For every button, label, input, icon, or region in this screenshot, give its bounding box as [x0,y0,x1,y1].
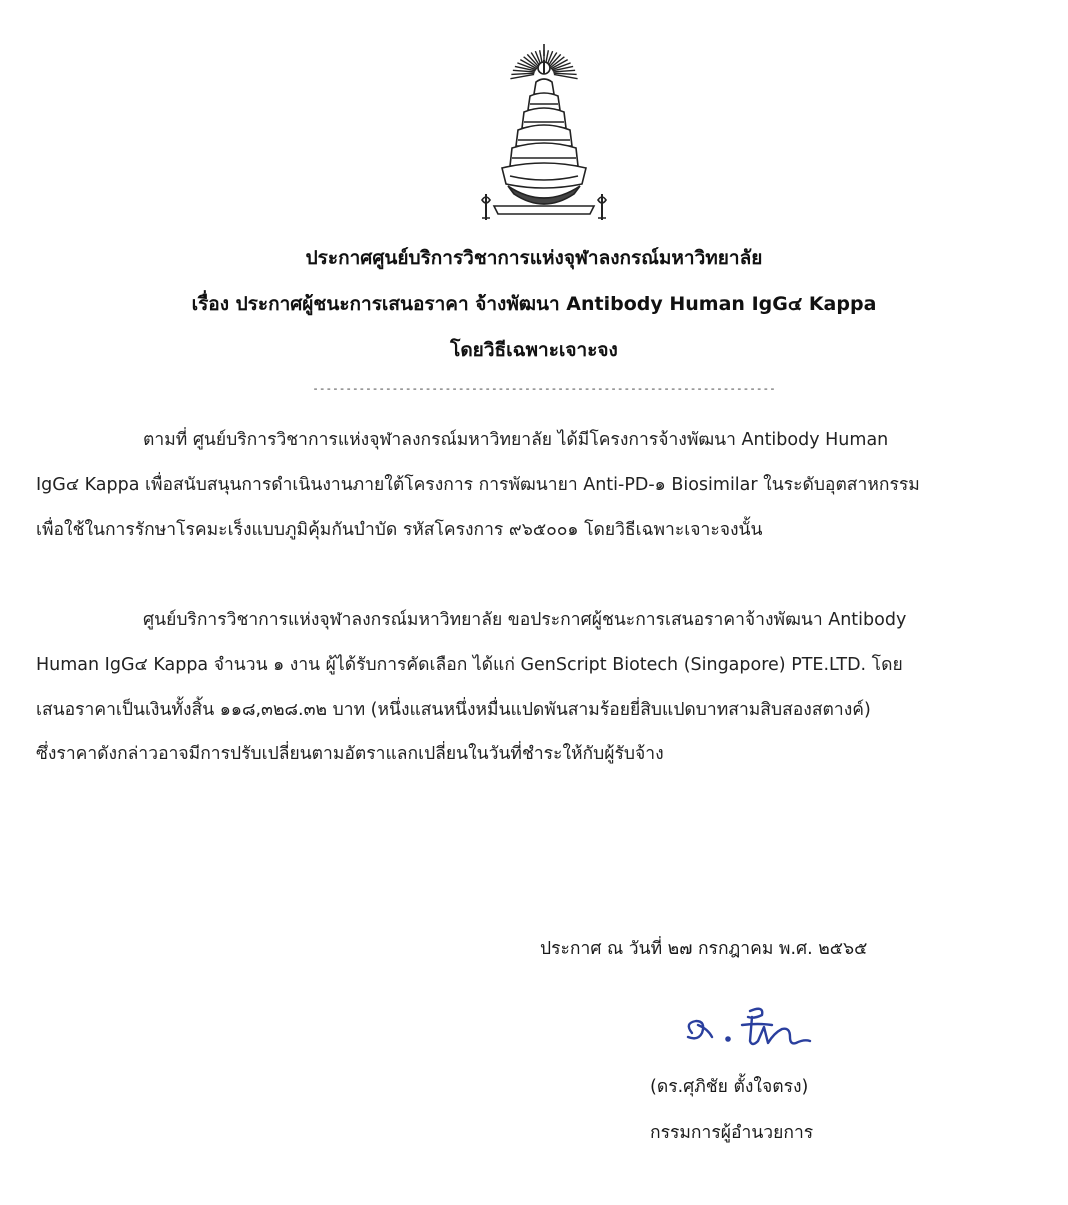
chulalongkorn-emblem-icon [474,34,614,230]
paragraph2-line3: เสนอราคาเป็นเงินทั้งสิ้น ๑๑๘,๓๒๘.๓๒ บาท (หนึ่งแสนหนึ่งหมื่นแปดพันสามร้อยยี่สิบแปดบาทสามสิบสองสตางค์) [36,700,871,720]
paragraph1-line2: IgG๔ Kappa เพื่อสนับสนุนการดำเนินงานภายใต้โครงการ การพัฒนายา Anti-PD-๑ Biosimilar ในระดับอุตสาหกรรม [36,475,920,495]
procurement-method: โดยวิธีเฉพาะเจาะจง [450,339,618,361]
signatory-position: กรรมการผู้อำนวยการ [650,1123,814,1143]
announcement-title: ประกาศศูนย์บริการวิชาการแห่งจุฬาลงกรณ์มหาวิทยาลัย [305,247,763,269]
paragraph1-line1: ตามที่ ศูนย์บริการวิชาการแห่งจุฬาลงกรณ์มหาวิทยาลัย ได้มีโครงการจ้างพัฒนา Antibody Human [143,430,889,450]
handwritten-signature [678,1003,828,1051]
paragraph2-line2: Human IgG๔ Kappa จำนวน ๑ งาน ผู้ได้รับการคัดเลือก ได้แก่ GenScript Biotech (Singapore) PTE.LTD. โดย [36,655,903,675]
signatory-name: (ดร.ศุภิชัย ตั้งใจตรง) [650,1077,809,1097]
paragraph1-line3: เพื่อใช้ในการรักษาโรคมะเร็งแบบภูมิคุ้มกันบำบัด รหัสโครงการ ๙๖๕๐๐๑ โดยวิธีเฉพาะเจาะจงนั้น [36,520,763,540]
announcement-subject: เรื่อง ประกาศผู้ชนะการเสนอราคา จ้างพัฒนา Antibody Human IgG๔ Kappa [191,293,877,315]
paragraph2-line1: ศูนย์บริการวิชาการแห่งจุฬาลงกรณ์มหาวิทยาลัย ขอประกาศผู้ชนะการเสนอราคาจ้างพัฒนา Antibody [143,610,907,630]
announcement-date: ประกาศ ณ วันที่ ๒๗ กรกฎาคม พ.ศ. ๒๕๖๕ [540,939,868,959]
separator-line: ---------------------------------------------------------------------- [312,382,776,395]
paragraph2-line4: ซึ่งราคาดังกล่าวอาจมีการปรับเปลี่ยนตามอัตราแลกเปลี่ยนในวันที่ชำระให้กับผู้รับจ้าง [36,744,664,764]
